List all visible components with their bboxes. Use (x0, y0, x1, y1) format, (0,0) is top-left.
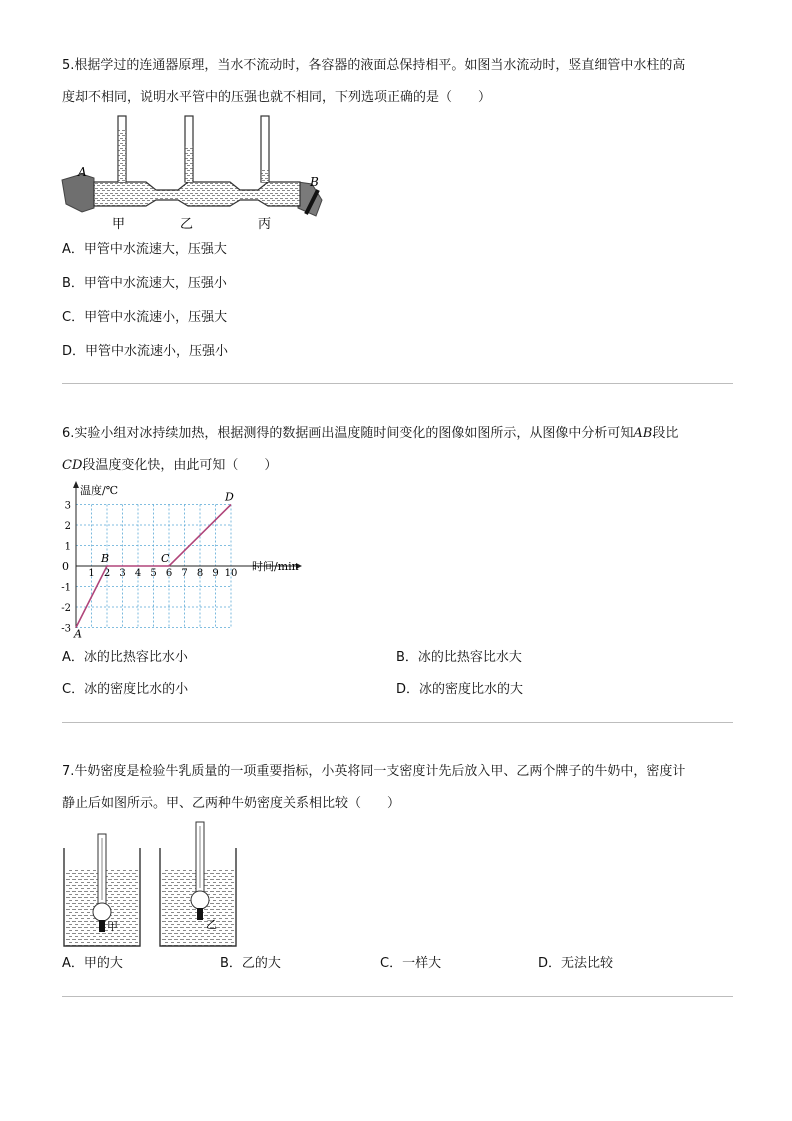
horizontal-pipe (94, 182, 300, 206)
q6-segment-ab: AB (633, 426, 653, 441)
divider (62, 996, 733, 997)
label-jia: 甲 (112, 217, 126, 232)
origin-label: 0 (62, 560, 69, 573)
q6-stem-pre: 6.实验小组对冰持续加热，根据测得的数据画出温度随时间变化的图像如图所示，从图像中分析可知 (62, 426, 634, 441)
q7-option-c[interactable]: C．一样大 (380, 956, 442, 971)
q7-hydrometer-figure (60, 818, 242, 950)
q6-stem-post: 段温度变化快，由此可知（ ） (82, 458, 278, 473)
point-label-c: C (161, 552, 170, 565)
temperature-time-chart (58, 478, 308, 640)
x-tick-label: 7 (181, 568, 188, 579)
y-tick-label: 3 (64, 500, 71, 512)
q6-option-c[interactable]: C．冰的密度比水的小 (62, 682, 189, 697)
x-tick-labels (88, 568, 237, 579)
q6-stem-mid: 段比 (652, 426, 679, 441)
point-label-b: B (101, 552, 110, 565)
tube-bing-water (262, 170, 269, 182)
label-b: B (310, 175, 319, 189)
tube-jia-water (119, 130, 126, 182)
q7-option-a[interactable]: A．甲的大 (62, 956, 123, 971)
q5-option-b[interactable]: B．甲管中水流速大，压强小 (62, 276, 227, 291)
q5-option-a[interactable]: A．甲管中水流速大，压强大 (62, 242, 227, 257)
q6-option-d[interactable]: D．冰的密度比水的大 (396, 682, 524, 697)
q5-stem-line2: 度却不相同，说明水平管中的压强也就不相同，下列选项正确的是（ ） (62, 90, 492, 105)
label-right-yi: 乙 (206, 918, 217, 931)
tube-yi-water (186, 146, 193, 182)
q6-segment-cd: CD (62, 458, 83, 473)
y-tick-label: -1 (61, 582, 71, 594)
hydrometer-left-weight (99, 920, 105, 932)
divider (62, 383, 733, 384)
x-tick-label: 10 (224, 568, 238, 579)
q6-stem-line2 (62, 456, 277, 476)
x-axis-label: 时间/min (252, 560, 299, 573)
q7-stem-line2: 静止后如图所示。甲、乙两种牛奶密度关系相比较（ ） (62, 796, 401, 811)
x-tick-label: 4 (134, 568, 142, 579)
x-tick-label: 8 (196, 568, 204, 579)
hydrometer-left-bulb (93, 903, 111, 921)
y-axis-arrow (73, 481, 79, 488)
y-tick-label: -3 (61, 623, 71, 635)
hydrometer-right-weight (197, 908, 203, 920)
x-tick-label: 9 (212, 568, 219, 579)
q6-option-a[interactable]: A．冰的比热容比水小 (62, 650, 188, 665)
x-tick-label: 2 (103, 568, 111, 579)
q7-stem-line1: 7.牛奶密度是检验牛乳质量的一项重要指标，小英将同一支密度计先后放入甲、乙两个牌子的牛奶中，密度计 (62, 764, 686, 779)
x-tick-label: 3 (119, 568, 126, 579)
point-label-a: A (74, 627, 82, 640)
y-tick-label: -2 (61, 603, 71, 614)
label-left-jia: 甲 (107, 920, 118, 933)
q5-pipe-figure (60, 112, 330, 234)
y-tick-label: 1 (64, 541, 71, 553)
q7-option-b[interactable]: B．乙的大 (220, 956, 281, 971)
inlet-cap-a (62, 174, 94, 212)
point-label-d: D (225, 490, 234, 504)
label-yi: 乙 (180, 217, 194, 232)
divider (62, 722, 733, 723)
q5-option-d[interactable]: D．甲管中水流速小，压强小 (62, 344, 229, 359)
x-tick-label: 6 (165, 568, 173, 579)
x-tick-label: 5 (150, 568, 157, 579)
q6-stem-line1 (62, 424, 678, 444)
label-a: A (78, 165, 87, 179)
y-axis-label: 温度/℃ (80, 484, 119, 497)
q5-stem-line1: 5.根据学过的连通器原理，当水不流动时，各容器的液面总保持相平。如图当水流动时，竖直细管中水柱的高 (62, 58, 686, 73)
y-tick-label: 2 (64, 521, 71, 532)
x-tick-label: 1 (88, 568, 95, 579)
label-bing: 丙 (258, 217, 272, 232)
q7-option-d[interactable]: D．无法比较 (538, 956, 614, 971)
q6-option-b[interactable]: B．冰的比热容比水大 (396, 650, 522, 665)
q5-option-c[interactable]: C．甲管中水流速小，压强大 (62, 310, 228, 325)
hydrometer-right-bulb (191, 891, 209, 909)
